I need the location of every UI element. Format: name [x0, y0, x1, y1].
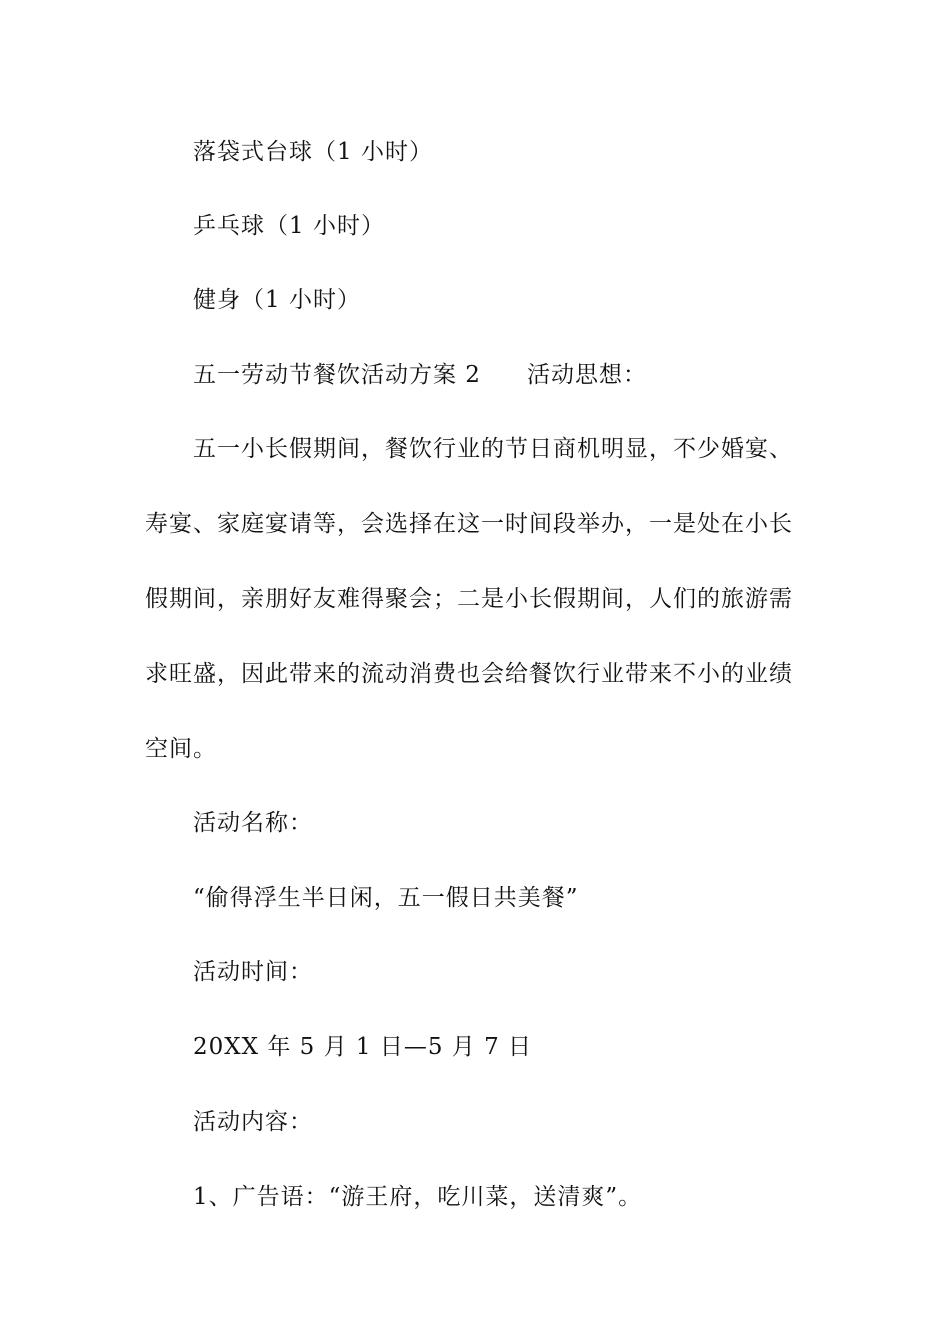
paragraph-line-5: 空间。	[145, 736, 217, 762]
plan-title: 五一劳动节餐饮活动方案 2	[193, 362, 481, 388]
activity-idea-heading: 活动思想：	[526, 362, 647, 388]
activity-name-heading: 活动名称：	[193, 810, 313, 836]
text-line-billiards: 落袋式台球（1 小时）	[193, 139, 433, 165]
text-line-fitness: 健身（1 小时）	[193, 287, 361, 313]
paragraph-line-4: 求旺盛，因此带来的流动消费也会给餐饮行业带来不小的业绩	[145, 661, 793, 687]
paragraph-line-1: 五一小长假期间，餐饮行业的节日商机明显，不少婚宴、	[193, 436, 793, 462]
activity-content-item-1: 1、广告语：“游王府，吃川菜，送清爽”。	[193, 1184, 643, 1210]
paragraph-line-3: 假期间，亲朋好友难得聚会；二是小长假期间，人们的旅游需	[145, 586, 793, 612]
paragraph-line-2: 寿宴、家庭宴请等，会选择在这一时间段举办，一是处在小长	[145, 511, 793, 537]
text-line-table-tennis: 乒乓球（1 小时）	[193, 213, 385, 239]
activity-content-heading: 活动内容：	[193, 1109, 313, 1135]
activity-time-heading: 活动时间：	[193, 959, 313, 985]
activity-name-value: “偷得浮生半日闲，五一假日共美餐”	[193, 885, 579, 911]
activity-time-value: 20XX 年 5 月 1 日—5 月 7 日	[193, 1034, 533, 1060]
section-heading-line	[193, 360, 647, 390]
